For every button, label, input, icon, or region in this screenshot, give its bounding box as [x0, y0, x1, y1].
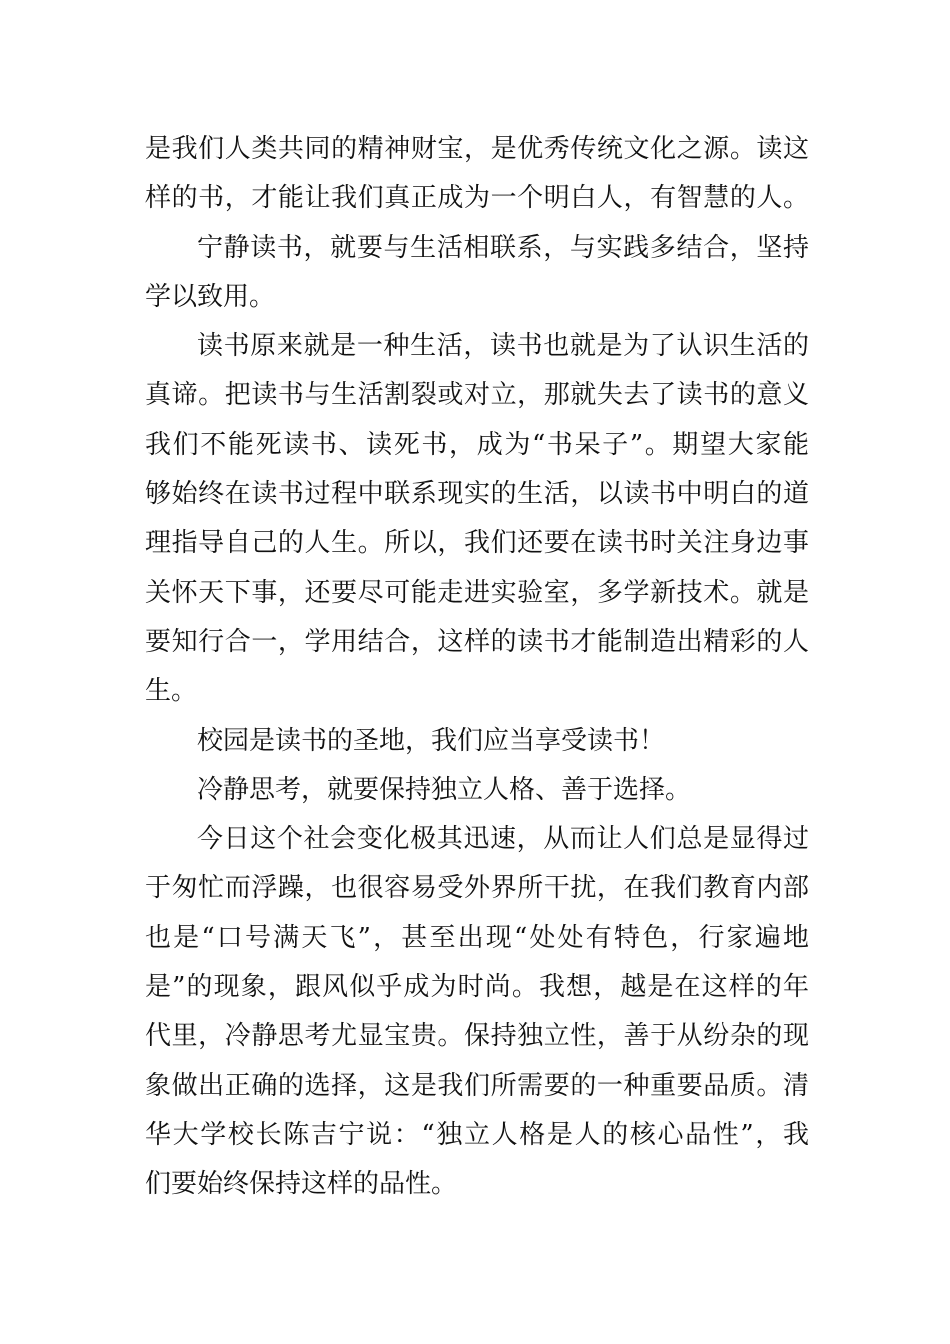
text-line: 样的书，才能让我们真正成为一个明白人，有智慧的人。 [145, 183, 810, 214]
text-line: 于匆忙而浮躁，也很容易受外界所干扰，在我们教育内部 [145, 873, 810, 904]
text-line: 象做出正确的选择，这是我们所需要的一种重要品质。清 [145, 1070, 810, 1101]
text-line: 读书原来就是一种生活，读书也就是为了认识生活的 [197, 331, 810, 362]
text-line: 代里，冷静思考尤显宝贵。保持独立性，善于从纷杂的现 [145, 1021, 810, 1052]
text-line: 学以致用。 [145, 281, 276, 312]
text-line: 我们不能死读书、读死书，成为“书呆子”。期望大家能 [145, 429, 811, 460]
text-line: 关怀天下事，还要尽可能走进实验室，多学新技术。就是 [145, 577, 810, 608]
text-line: 要知行合一，学用结合，这样的读书才能制造出精彩的人 [145, 626, 810, 657]
text-line: 冷静思考，就要保持独立人格、善于选择。 [197, 774, 692, 805]
text-line: 够始终在读书过程中联系现实的生活，以读书中明白的道 [145, 479, 810, 510]
text-line: 真谛。把读书与生活割裂或对立，那就失去了读书的意义 [145, 380, 810, 411]
text-line: 也是“口号满天飞”，甚至出现“处处有特色，行家遍地 [145, 922, 812, 953]
document-body [145, 125, 812, 1210]
text-line: 华大学校长陈吉宁说：“独立人格是人的核心品性”，我 [145, 1119, 811, 1150]
text-line: 是”的现象，跟风似乎成为时尚。我想，越是在这样的年 [145, 972, 811, 1003]
text-line: 宁静读书，就要与生活相联系，与实践多结合，坚持 [197, 232, 810, 263]
text-line: 们要始终保持这样的品性。 [145, 1169, 458, 1200]
text-line: 校园是读书的圣地，我们应当享受读书！ [197, 725, 666, 756]
text-line: 是我们人类共同的精神财宝，是优秀传统文化之源。读这 [145, 134, 810, 164]
text-line: 理指导自己的人生。所以，我们还要在读书时关注身边事 [145, 528, 810, 559]
text-line: 生。 [145, 676, 198, 707]
text-line: 今日这个社会变化极其迅速，从而让人们总是显得过 [197, 824, 810, 855]
